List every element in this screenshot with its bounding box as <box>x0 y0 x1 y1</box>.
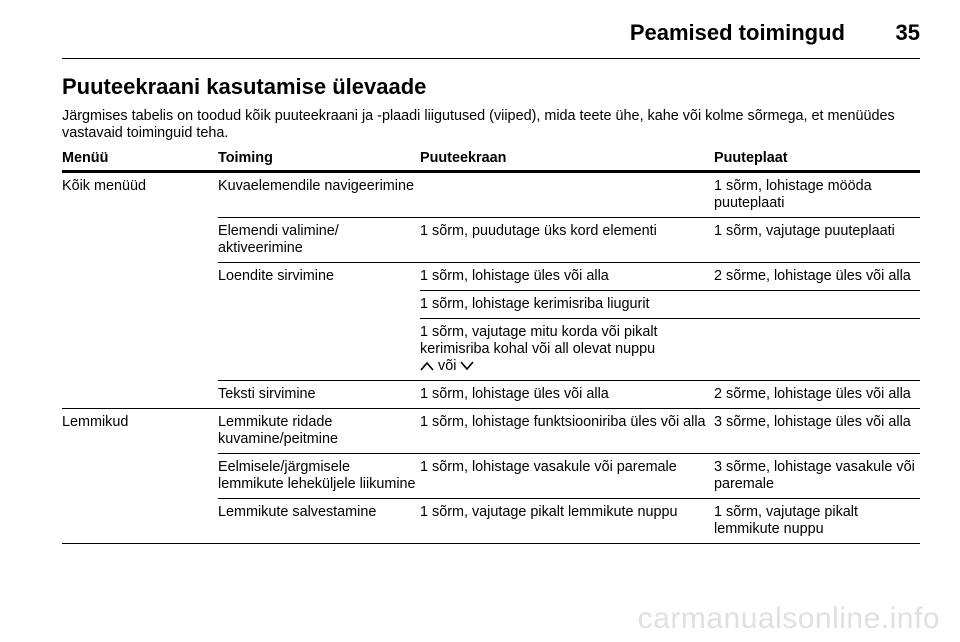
table-row <box>62 409 920 454</box>
table-header-row <box>62 150 920 172</box>
action-cell: Kuvaelemendile navigeerimine <box>218 172 420 218</box>
intro-paragraph: Järgmises tabelis on toodud kõik puuteekraani ja -plaadi liigutused (viiped), mida teete ühe, kahe või kolme sõrmega, et menüüdes vastavaid toiminguid teha. <box>62 108 895 141</box>
scroll-button-instruction: 1 sõrm, vajutage mitu korda või pikalt kerimisriba kohal või all olevat nuppu <box>420 324 658 357</box>
touchpad-cell: 1 sõrm, lohistage mööda puuteplaati <box>714 172 920 218</box>
column-header-menu: Menüü <box>62 150 218 172</box>
column-header-touchscreen: Puuteekraan <box>420 150 714 172</box>
touchpad-cell <box>714 291 920 319</box>
menu-cell-favourites: Lemmikud <box>62 409 218 544</box>
page-header <box>62 18 920 44</box>
action-cell: Elemendi valimine/ aktiveerimine <box>218 218 420 263</box>
touchscreen-cell <box>420 319 714 381</box>
touchpad-cell: 3 sõrme, lohistage üles või alla <box>714 409 920 454</box>
touchscreen-cell: 1 sõrm, puudutage üks kord elementi <box>420 218 714 263</box>
touchscreen-cell: 1 sõrm, vajutage pikalt lemmikute nuppu <box>420 499 714 544</box>
touchscreen-cell: 1 sõrm, lohistage funktsiooniriba üles või alla <box>420 409 714 454</box>
page-number: 35 <box>895 20 920 45</box>
table-row <box>62 172 920 218</box>
touchscreen-cell: 1 sõrm, lohistage kerimisriba liugurit <box>420 291 714 319</box>
action-cell: Teksti sirvimine <box>218 381 420 409</box>
action-cell: Lemmikute salvestamine <box>218 499 420 544</box>
touchscreen-cell: 1 sõrm, lohistage üles või alla <box>420 381 714 409</box>
gesture-table <box>62 150 920 544</box>
touchpad-cell: 1 sõrm, vajutage pikalt lemmikute nuppu <box>714 499 920 544</box>
watermark: carmanualsonline.info <box>637 602 940 635</box>
header-divider <box>62 58 920 59</box>
touchscreen-cell: 1 sõrm, lohistage vasakule või paremale <box>420 454 714 499</box>
action-cell: Eelmisele/järgmisele lemmikute leheküljele liikumine <box>218 454 420 499</box>
section-title: Puuteekraani kasutamise ülevaade <box>62 74 427 99</box>
touchpad-cell: 1 sõrm, vajutage puuteplaati <box>714 218 920 263</box>
touchscreen-cell: 1 sõrm, lohistage üles või alla <box>420 263 714 291</box>
menu-cell-all-menus: Kõik menüüd <box>62 172 218 409</box>
touchscreen-cell <box>420 172 714 218</box>
column-header-touchpad: Puuteplaat <box>714 150 920 172</box>
action-cell: Lemmikute ridade kuvamine/peitmine <box>218 409 420 454</box>
or-label: või <box>438 358 457 374</box>
touchpad-cell: 2 sõrme, lohistage üles või alla <box>714 381 920 409</box>
column-header-action: Toiming <box>218 150 420 172</box>
header-title: Peamised toimingud <box>629 20 845 45</box>
touchpad-cell: 3 sõrme, lohistage vasakule või paremale <box>714 454 920 499</box>
touchpad-cell: 2 sõrme, lohistage üles või alla <box>714 263 920 291</box>
chevron-down-icon <box>460 361 474 371</box>
chevron-up-icon <box>420 361 434 371</box>
action-cell: Loendite sirvimine <box>218 263 420 381</box>
touchpad-cell <box>714 319 920 381</box>
